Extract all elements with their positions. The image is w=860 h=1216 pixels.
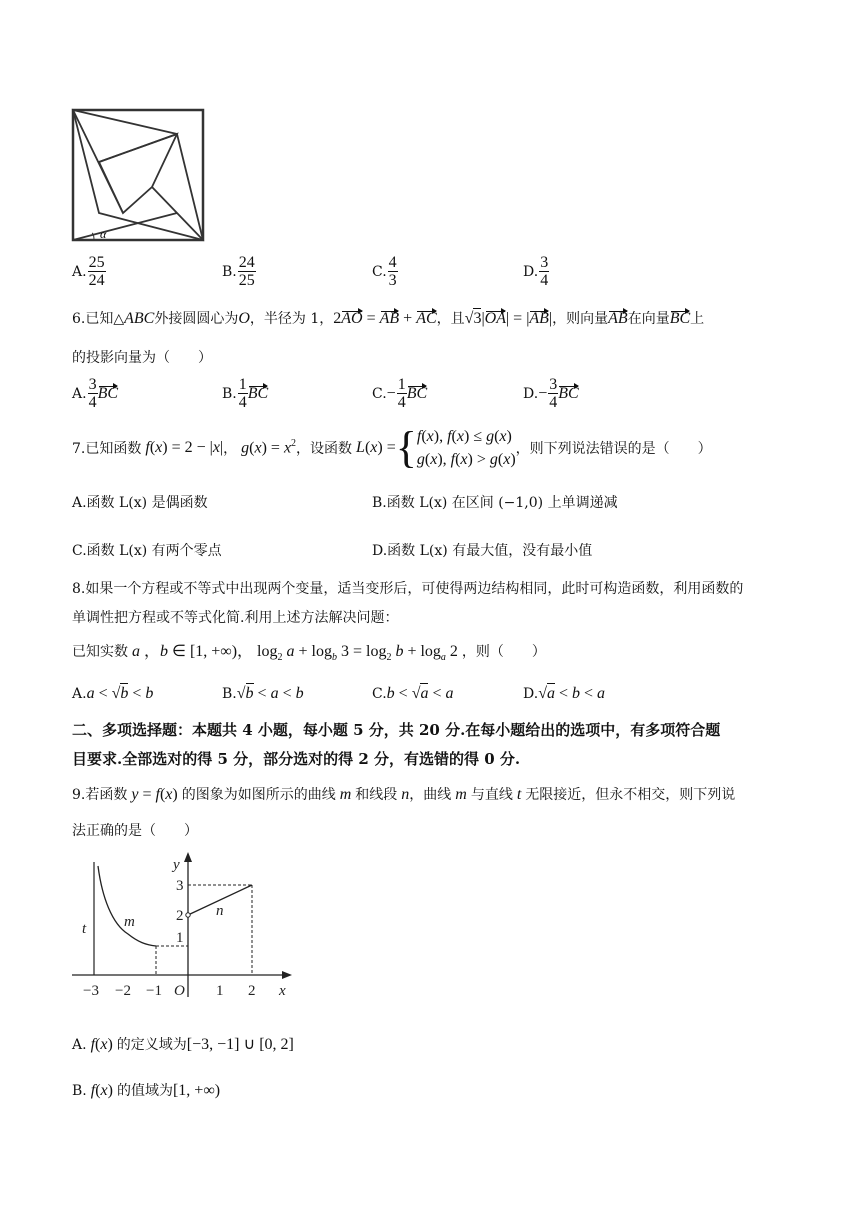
y-axis-label: y xyxy=(173,857,180,873)
q9-option-b[interactable]: B. f(x) 的值域为[1, +∞) xyxy=(72,1082,221,1099)
q7-option-c[interactable]: C.函数 L(x) 有两个零点 xyxy=(72,543,222,559)
section-2-heading-line1: 二、多项选择题：本题共 4 小题，每小题 5 分，共 20 分.在每小题给出的选项中，有多项符合题 xyxy=(72,721,721,739)
curve-m-label: m xyxy=(124,914,135,930)
q8-stem-line1: 8.如果一个方程或不等式中出现两个变量，适当变形后，可使得两边结构相同，此时可构造函数，利用函数的 xyxy=(72,581,744,597)
x-tick-neg2: −2 xyxy=(115,983,131,999)
q8-option-a[interactable]: A. a < √b < b xyxy=(72,685,154,702)
q7-stem: 7.已知函数 f(x) = 2 − |x| ， $g(x) = x^2$ ，设函数 L(x) = { f(x), f(x) ≤ g(x) g(x), f(x) > g(x) ，则下列说法错误的是（ ） xyxy=(72,423,712,472)
q6-stem-line2: 的投影向量为（ ） xyxy=(72,350,212,366)
x-tick-2: 2 xyxy=(248,983,256,999)
segment-n-label: n xyxy=(216,903,224,919)
q9-option-a[interactable]: A. f(x) 的定义域为[−3, −1] ∪ [0, 2] xyxy=(72,1036,294,1053)
x-tick-1: 1 xyxy=(216,983,224,999)
y-tick-1: 1 xyxy=(176,930,184,946)
q9-stem-line2: 法正确的是（ ） xyxy=(72,823,198,839)
y-tick-2: 2 xyxy=(176,908,184,924)
origin-label: O xyxy=(174,983,185,999)
q6-option-c[interactable]: C. − $\frac{1}{4}$ BC xyxy=(372,376,428,411)
q7-option-d[interactable]: D.函数 L(x) 有最大值，没有最小值 xyxy=(372,543,593,559)
q7-option-b[interactable]: B.函数 L(x) 在区间 (−1,0) 上单调递减 xyxy=(372,495,618,511)
q8-stem-line2: 单调性把方程或不等式化简.利用上述方法解决问题： xyxy=(72,610,399,626)
q9-stem-line1: 9.若函数 y = f(x) 的图象为如图所示的曲线 m 和线段 n，曲线 m 与直线 t 无限接近，但永不相交，则下列说 xyxy=(72,786,736,803)
asymptote-t-label: t xyxy=(82,921,87,937)
section-2-heading-line2: 目要求.全部选对的得 5 分，部分选对的得 2 分，有选错的得 0 分. xyxy=(72,750,521,768)
q8-option-c[interactable]: C. b < √a < a xyxy=(372,685,454,702)
q5-option-c[interactable]: C. $\frac{4}{3}$ xyxy=(372,254,397,289)
square-figure xyxy=(70,107,210,243)
q6-option-b[interactable]: B. $\frac{1}{4}$ BC xyxy=(222,376,269,411)
q9-function-graph xyxy=(72,852,297,1002)
q8-stem-line3: 已知实数 a ，b ∈ [1, +∞)， $\log_2 a + \log_b 3 = \log_2 b + \log_a 2$ ，则（ ） xyxy=(72,643,546,664)
q5-option-a[interactable]: A. $\frac{25}{24}$ xyxy=(72,254,105,289)
q6-option-d[interactable]: D. − $\frac{3}{4}$ BC xyxy=(523,376,579,411)
q6-stem-line1: 6.已知△ABC外接圆圆心为O，半径为 1，2AO = AB + AC，且√3|OA| = |AB|，则向量AB在向量BC上 xyxy=(72,310,705,327)
q6-option-a[interactable]: A. $\frac{3}{4}$ BC xyxy=(72,376,119,411)
x-axis-label: x xyxy=(279,983,286,999)
x-tick-neg3: −3 xyxy=(83,983,99,999)
x-tick-neg1: −1 xyxy=(146,983,162,999)
q7-option-a[interactable]: A.函数 L(x) 是偶函数 xyxy=(72,495,208,511)
q8-option-d[interactable]: D. √a < b < a xyxy=(523,685,606,702)
q5-option-b[interactable]: B. $\frac{24}{25}$ xyxy=(222,254,255,289)
angle-alpha-label: α xyxy=(100,227,107,241)
y-tick-3: 3 xyxy=(176,878,184,894)
q8-option-b[interactable]: B. √b < a < b xyxy=(222,685,304,702)
q5-option-d[interactable]: D. $\frac{3}{4}$ xyxy=(523,254,549,289)
